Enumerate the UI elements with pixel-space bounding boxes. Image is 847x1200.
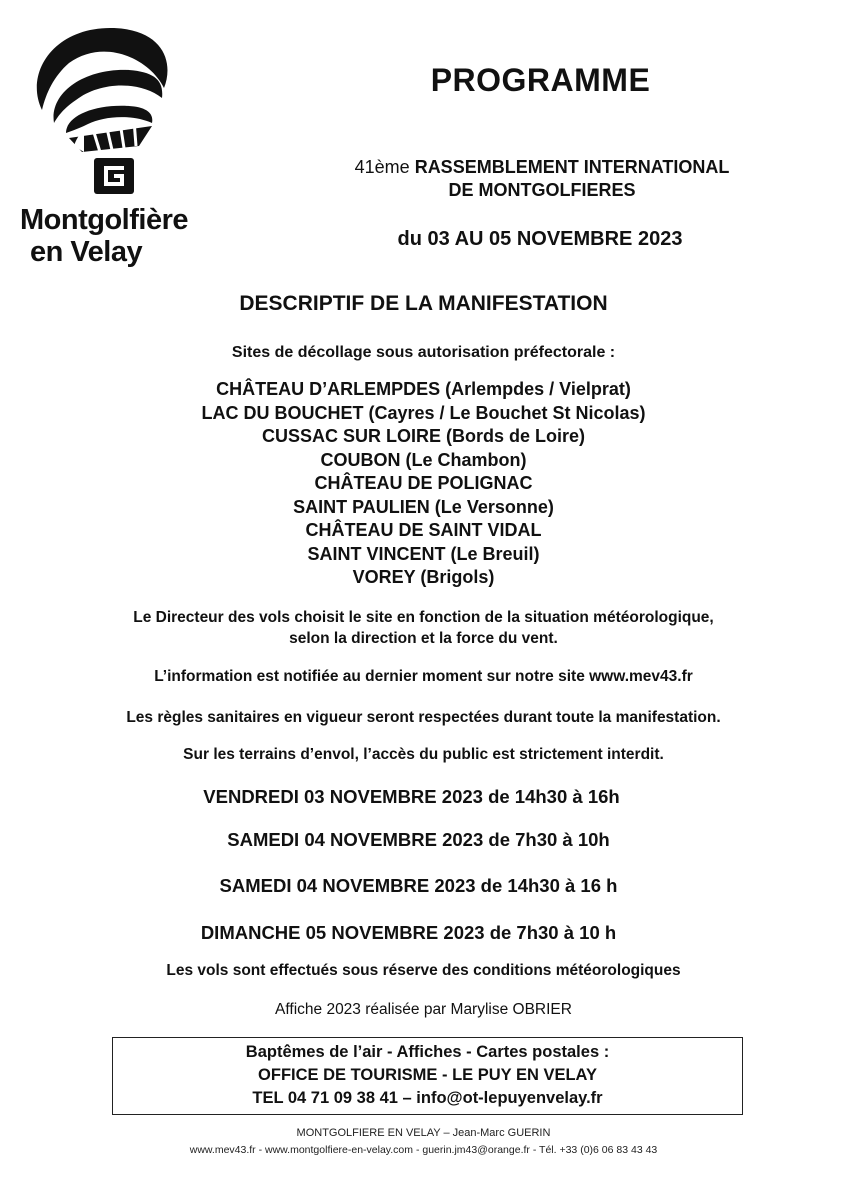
takeoff-sites-list	[0, 378, 847, 590]
event-dates: du 03 AU 05 NOVEMBRE 2023	[397, 228, 683, 250]
site-item: SAINT PAULIEN (Le Versonne)	[293, 496, 554, 517]
description-title: DESCRIPTIF DE LA MANIFESTATION	[239, 292, 608, 315]
box-line-2: OFFICE DE TOURISME - LE PUY EN VELAY	[258, 1066, 597, 1084]
sites-intro: Sites de décollage sous autorisation préfectorale :	[231, 344, 616, 361]
information-paragraph: L’information est notifiée au dernier moment sur notre site www.mev43.fr	[154, 668, 693, 685]
footer-contacts: www.mev43.fr - www.montgolfiere-en-velay.com - guerin.jm43@orange.fr - Tél. +33 (0)6 06 83 43 43	[189, 1144, 658, 1156]
schedule-item: SAMEDI 04 NOVEMBRE 2023 de 14h30 à 16 h	[219, 875, 618, 896]
site-item: CHÂTEAU DE POLIGNAC	[314, 473, 533, 493]
flight-director-paragraph	[0, 607, 847, 649]
site-item: COUBON (Le Chambon)	[320, 449, 527, 470]
site-item: VOREY (Brigols)	[352, 567, 495, 587]
logo-line-1: Montgolfière	[20, 204, 188, 236]
paragraph-line: Le Directeur des vols choisit le site en fonction de la situation météorologique,	[133, 609, 714, 626]
weather-reserve-note: Les vols sont effectués sous réserve des conditions météorologiques	[166, 962, 681, 979]
schedule-item: DIMANCHE 05 NOVEMBRE 2023 de 7h30 à 10 h	[200, 922, 617, 943]
site-item: CHÂTEAU D’ARLEMPDES (Arlempdes / Vielprat)	[216, 379, 631, 399]
footer-organizer: MONTGOLFIERE EN VELAY – Jean-Marc GUERIN	[296, 1127, 551, 1139]
schedule-item: VENDREDI 03 NOVEMBRE 2023 de 14h30 à 16h	[203, 786, 620, 807]
box-line-1: Baptêmes de l’air - Affiches - Cartes postales :	[245, 1043, 610, 1061]
box-line-3: TEL 04 71 09 38 41 – info@ot-lepuyenvelay.fr	[252, 1089, 603, 1107]
hot-air-balloon-icon	[14, 18, 214, 208]
schedule-item: SAMEDI 04 NOVEMBRE 2023 de 7h30 à 10h	[227, 829, 610, 850]
site-item: CHÂTEAU DE SAINT VIDAL	[305, 520, 542, 540]
edition-line-2: DE MONTGOLFIERES	[448, 180, 636, 200]
sanitary-rules-paragraph: Les règles sanitaires en vigueur seront respectées durant toute la manifestation.	[126, 709, 721, 726]
paragraph-line: selon la direction et la force du vent.	[289, 630, 558, 647]
logo-line-2: en Velay	[30, 236, 143, 268]
tourism-office-box	[112, 1037, 743, 1115]
logo-wordmark	[20, 204, 220, 268]
site-item: LAC DU BOUCHET (Cayres / Le Bouchet St Nicolas)	[201, 402, 646, 423]
public-access-paragraph: Sur les terrains d’envol, l’accès du public est strictement interdit.	[183, 746, 664, 763]
page-title: PROGRAMME	[430, 62, 651, 98]
poster-credit: Affiche 2023 réalisée par Marylise OBRIER	[275, 1001, 572, 1018]
logo	[14, 18, 214, 268]
edition-name: RASSEMBLEMENT INTERNATIONAL	[409, 157, 730, 177]
edition-line-1	[312, 157, 772, 178]
site-item: SAINT VINCENT (Le Breuil)	[307, 543, 540, 564]
site-item: CUSSAC SUR LOIRE (Bords de Loire)	[261, 426, 586, 446]
edition-number: 41ème	[354, 157, 410, 177]
